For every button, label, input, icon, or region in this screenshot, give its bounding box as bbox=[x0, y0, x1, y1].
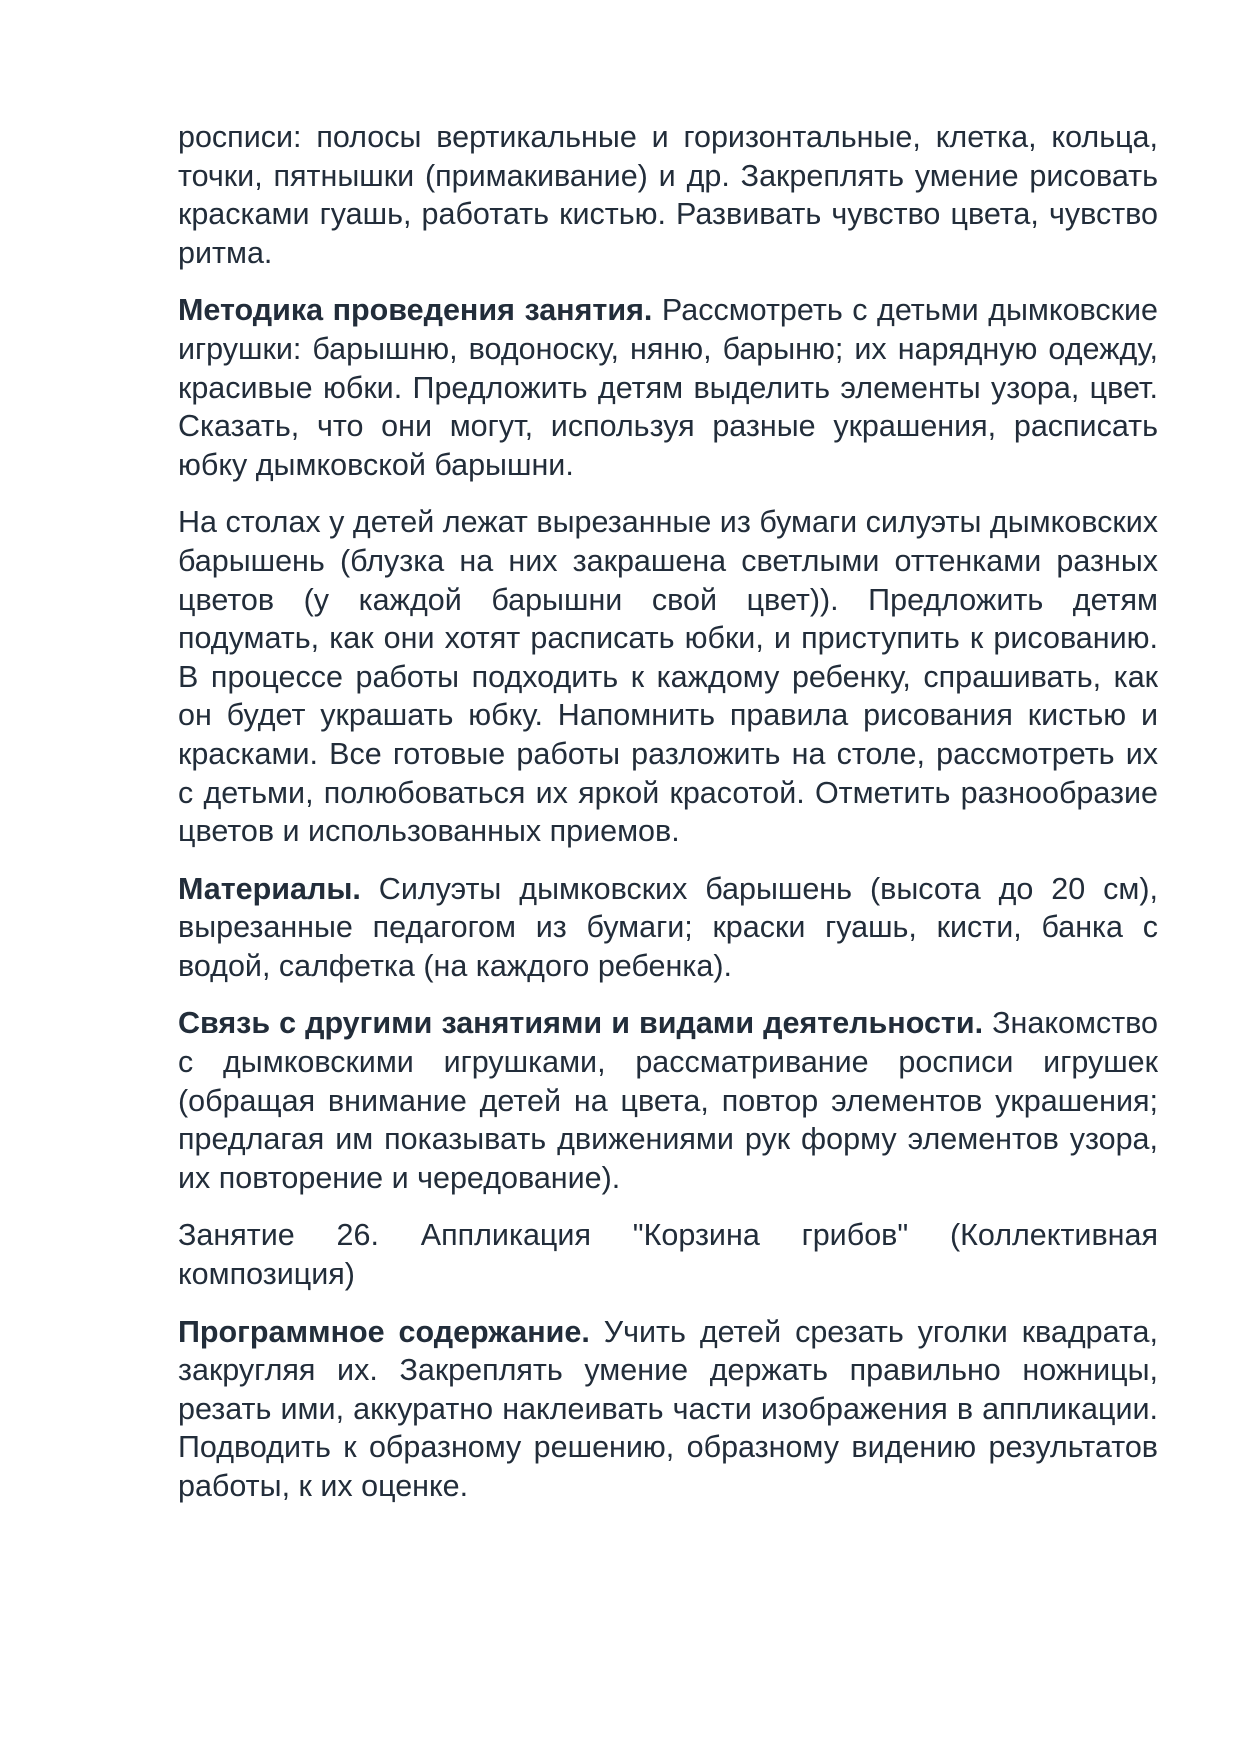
paragraph-text: На столах у детей лежат вырезанные из бумаги силуэты дымковских барышень (блузка на них закрашена светлыми оттенками разных цветов (у каждой барышни свой цвет)). Предложить детям подумать, как они хотят расписать юбки, и приступить к рисованию. В процессе работы подходить к каждому ребенку, спрашивать, как он будет украшать юбку. Напомнить правила рисования кистью и красками. Все готовые работы разложить на столе, рассмотреть их с детьми, полюбоваться их яркой красотой. Отметить разнообразие цветов и использованных приемов. bbox=[178, 505, 1158, 849]
section-label-materials: Материалы. bbox=[178, 871, 361, 906]
paragraph-materials bbox=[178, 870, 1158, 986]
paragraph-lesson-process bbox=[178, 503, 1158, 850]
paragraph-methodology bbox=[178, 291, 1158, 484]
paragraph-text: Силуэты дымковских барышень (высота до 20 см), вырезанные педагогом из бумаги; краски гуашь, кисти, банка с водой, салфетка (на каждого ребенка). bbox=[178, 871, 1158, 983]
document-page bbox=[178, 118, 1158, 1525]
paragraph-program-content bbox=[178, 1313, 1158, 1506]
section-label-connections: Связь с другими занятиями и видами деятельности. bbox=[178, 1006, 984, 1041]
lesson-heading bbox=[178, 1216, 1158, 1293]
section-label-methodology: Методика проведения занятия. bbox=[178, 293, 653, 328]
paragraph-connections bbox=[178, 1004, 1158, 1197]
paragraph-text: Рассмотреть с детьми дымковские игрушки: барышню, водоноску, няню, барыню; их нарядную одежду, красивые юбки. Предложить детям выделить элементы узора, цвет. Сказать, что они могут, используя разные украшения, расписать юбку дымковской барышни. bbox=[178, 293, 1159, 482]
lesson-title: Занятие 26. Аппликация "Корзина грибов" (Коллективная композиция) bbox=[178, 1218, 1158, 1292]
paragraph-text: росписи: полосы вертикальные и горизонтальные, клетка, кольца, точки, пятнышки (примакивание) и др. Закреплять умение рисовать красками гуашь, работать кистью. Развивать чувство цвета, чувство ритма. bbox=[178, 120, 1158, 270]
paragraph-painting-elements bbox=[178, 118, 1158, 272]
paragraph-text: Знакомство с дымковскими игрушками, рассматривание росписи игрушек (обращая внимание детей на цвета, повтор элементов украшения; предлагая им показывать движениями рук форму элементов узора, их повторение и чередование). bbox=[178, 1006, 1158, 1195]
section-label-program-content: Программное содержание. bbox=[178, 1314, 590, 1349]
paragraph-text: Учить детей срезать уголки квадрата, закругляя их. Закреплять умение держать правильно ножницы, резать ими, аккуратно наклеивать части изображения в аппликации. Подводить к образному решению, образному видению результатов работы, к их оценке. bbox=[178, 1314, 1158, 1503]
